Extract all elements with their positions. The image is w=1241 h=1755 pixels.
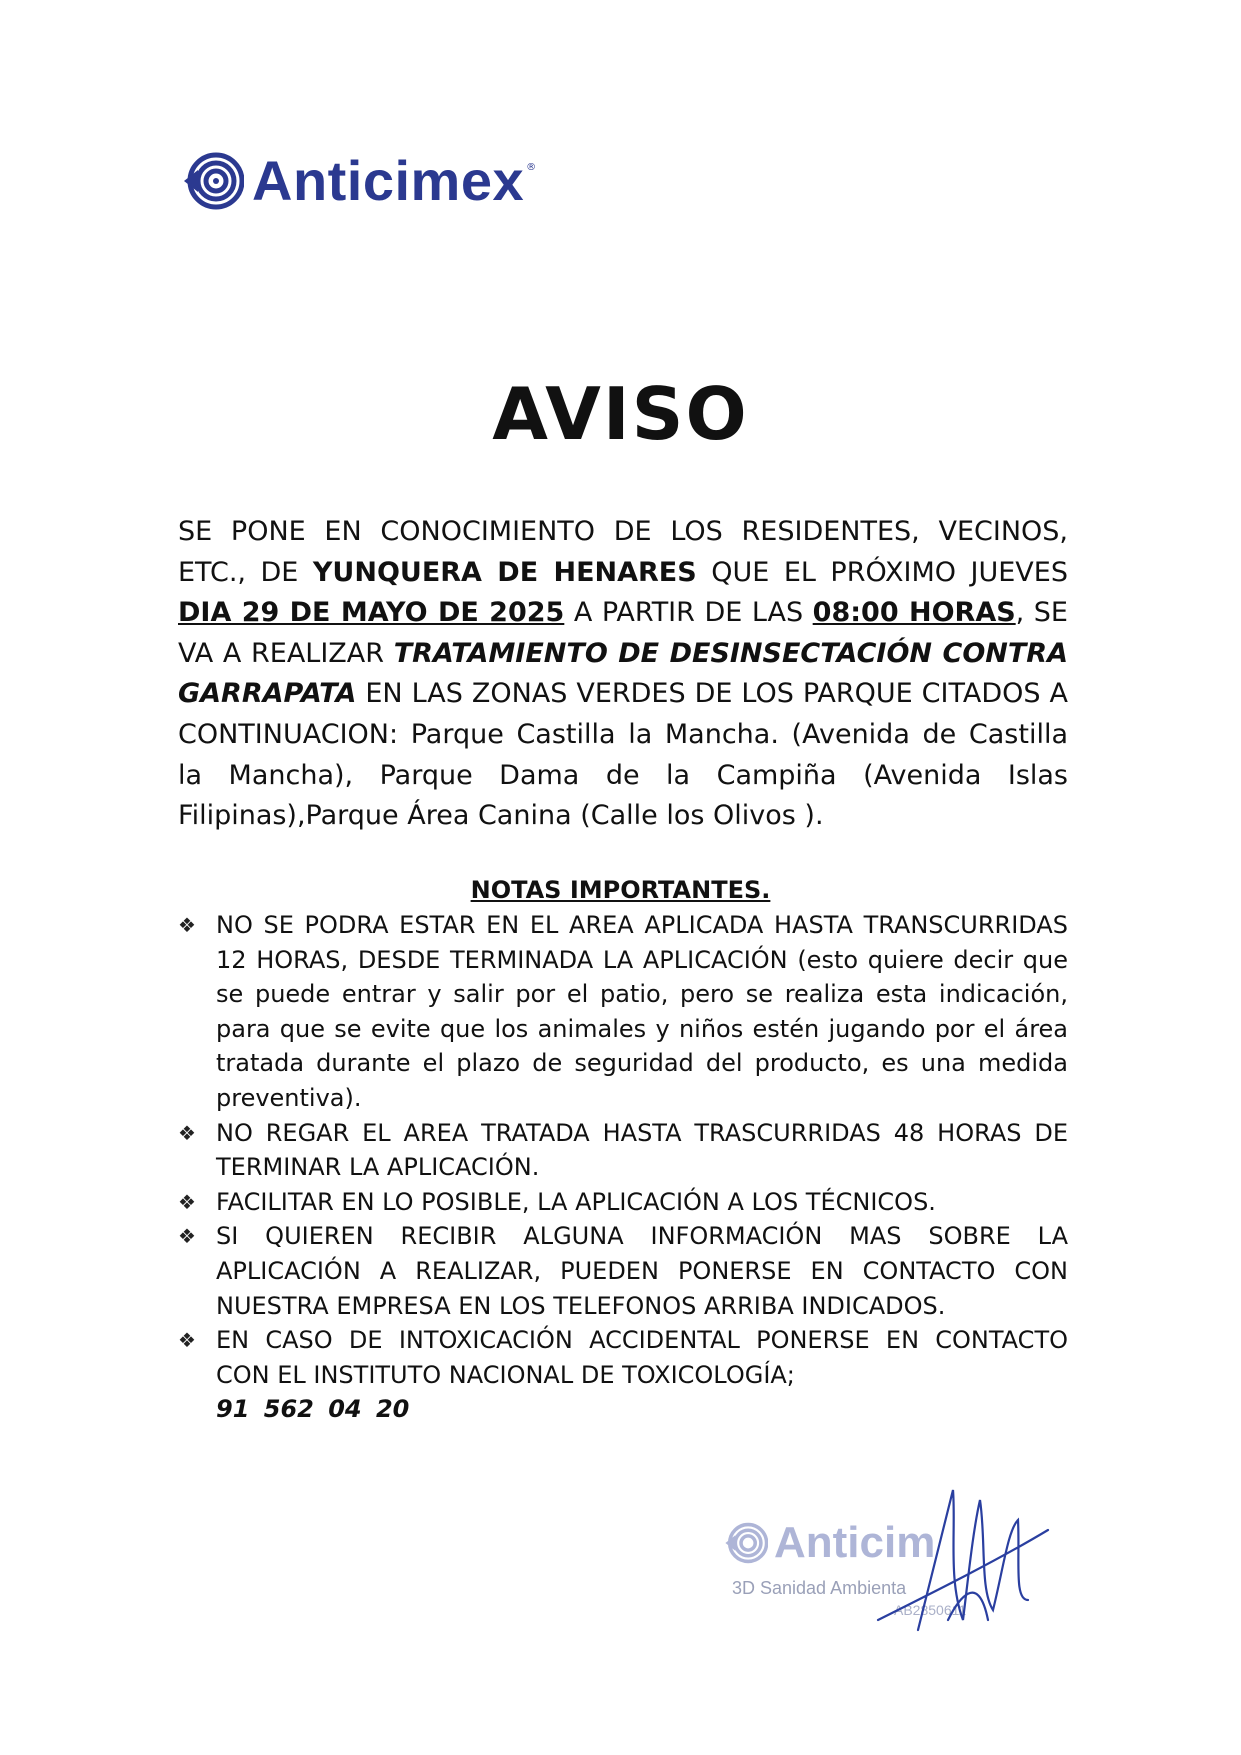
treatment-date: DIA 29 DE MAYO DE 2025 [178,597,565,629]
note-caps: FACILITAR EN LO POSIBLE, LA APLICACIÓN A LOS TÉCNICOS. [216,1187,936,1216]
treatment-time: 08:00 HORAS [812,597,1016,629]
stamp-brand: Anticim [774,1518,936,1567]
note-caps: EN CASO DE INTOXICACIÓN ACCIDENTAL PONERSE EN CONTACTO CON EL INSTITUTO NACIONAL DE TOXICOLOGÍA; [216,1326,1068,1389]
intro-text-1: SE PONE EN CONOCIMIENTO DE LOS RESIDENTES, VECINOS, ETC., DE [178,516,1068,588]
brand-name: Anticimex [252,149,525,212]
brand-logo [182,148,536,213]
diamond-bullet-icon: ❖ [178,1189,196,1214]
note-item [178,908,1068,1116]
note-item [178,1323,1068,1427]
anticimex-swirl-icon [182,150,244,212]
toxicology-phone: 91 562 04 20 [216,1395,410,1424]
note-caps: NO SE PODRA ESTAR EN EL AREA APLICADA HASTA TRANSCURRIDAS 12 HORAS, DESDE TERMINADA LA APLICACIÓN [216,911,1068,974]
intro-text-3: A PARTIR DE LAS [564,597,813,629]
page-title: AVISO [492,372,749,456]
treatment-type: TRATAMIENTO DE DESINSECTACIÓN CONTRA GARRAPATA [178,637,1068,710]
registered-mark: ® [526,162,537,173]
intro-text-4: , SE VA A REALIZAR [178,597,1068,669]
note-item [178,1185,1068,1220]
intro-text-5: EN LAS ZONAS VERDES DE LOS PARQUE CITADOS A CONTINUACION: Parque Castilla la Mancha. (Avenida de Castilla la Mancha), Parque Dama de la Campiña (Avenida Islas Filipinas),Parque Área Canina (Calle los Olivos ). [178,678,1068,832]
company-stamp [718,1470,1058,1640]
note-item [178,1219,1068,1323]
notes-list [178,908,1068,1427]
intro-text-2: QUE EL PRÓXIMO JUEVES [696,556,1068,588]
diamond-bullet-icon: ❖ [178,913,196,937]
diamond-bullet-icon: ❖ [178,1328,196,1353]
diamond-bullet-icon: ❖ [178,1224,196,1249]
note-caps: NO REGAR EL AREA TRATADA HASTA TRASCURRIDAS 48 HORAS DE TERMINAR LA APLICACIÓN. [216,1118,1068,1182]
notice-body [178,512,1068,837]
note-caps: SI QUIEREN RECIBIR ALGUNA INFORMACIÓN MAS SOBRE LA APLICACIÓN A REALIZAR, PUEDEN PONERSE EN CONTACTO CON NUESTRA EMPRESA EN LOS TELEFONOS ARRIBA INDICADOS. [216,1222,1068,1320]
signature [718,1470,1058,1640]
diamond-bullet-icon: ❖ [178,1120,196,1145]
note-item [178,1116,1068,1185]
note-detail: (esto quiere decir que se puede entrar y salir por el patio, pero se realiza esta indicación, para que se evite que los animales y niños estén jugando por el área tratada durante el plazo de seguridad del producto, es una medida preventiva). [216,945,1069,1112]
notes-title: NOTAS IMPORTANTES. [470,876,771,904]
town-name: YUNQUERA DE HENARES [312,556,697,588]
stamp-subtitle: 3D Sanidad Ambienta [732,1578,907,1598]
stamp-code: AB2850611 [894,1602,967,1618]
